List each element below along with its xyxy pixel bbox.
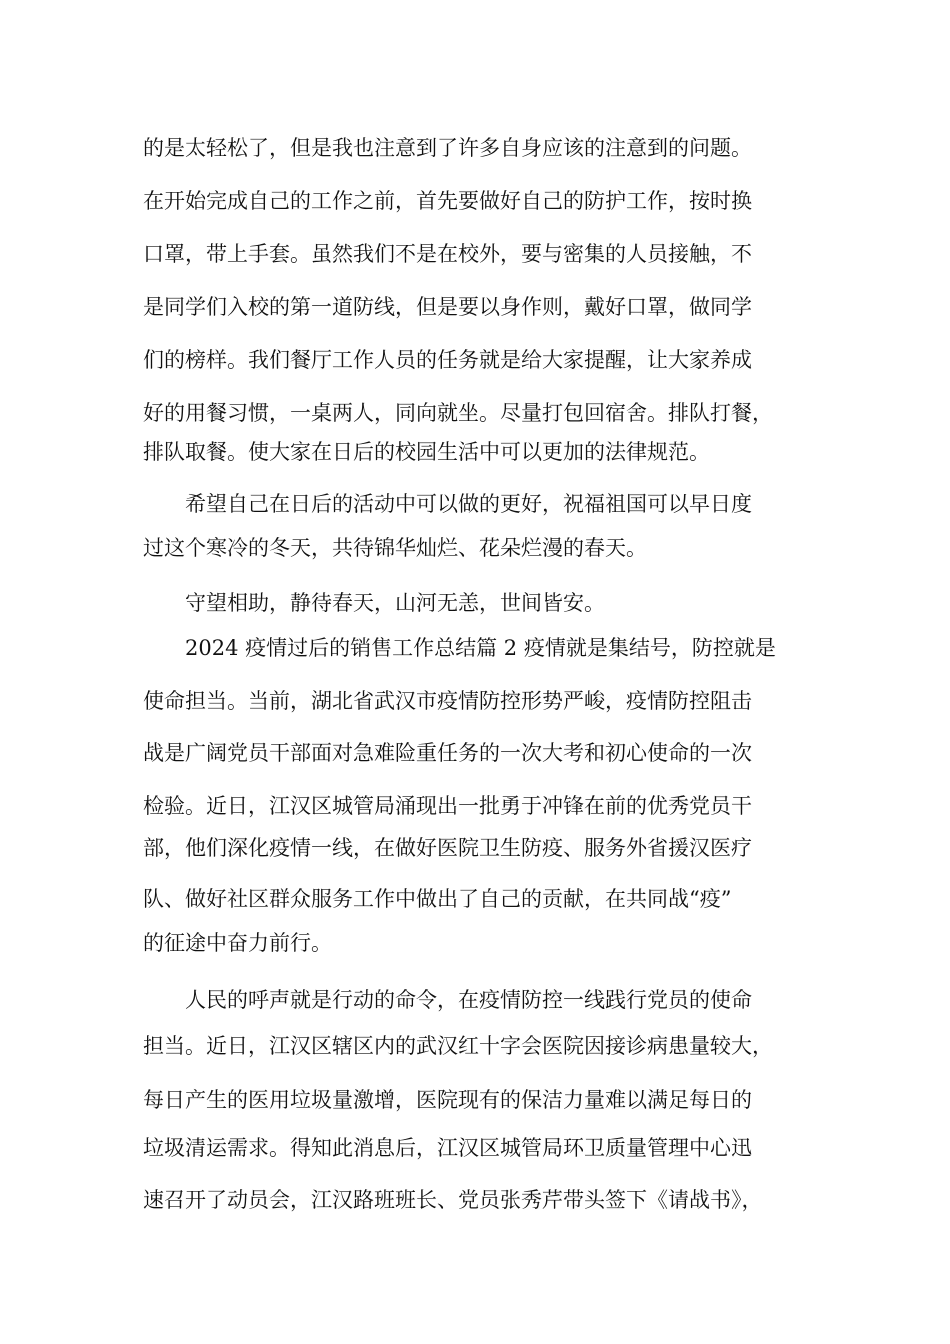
text-line: 队、做好社区群众服务工作中做出了自己的贡献，在共同战“疫” <box>143 887 732 911</box>
text-line: 们的榜样。我们餐厅工作人员的任务就是给大家提醒，让大家养成 <box>143 348 752 372</box>
text-line: 的征途中奋力前行。 <box>143 931 332 955</box>
text-line: 排队取餐。使大家在日后的校园生活中可以更加的法律规范。 <box>143 440 710 464</box>
text-line: 检验。近日，江汉区城管局涌现出一批勇于冲锋在前的优秀党员干 <box>143 794 752 818</box>
paragraph-start-line: 希望自己在日后的活动中可以做的更好，祝福祖国可以早日度 <box>185 492 752 516</box>
text-line: 口罩，带上手套。虽然我们不是在校外，要与密集的人员接触，不 <box>143 242 752 266</box>
text-line: 使命担当。当前，湖北省武汉市疫情防控形势严峻，疫情防控阻击 <box>143 689 752 713</box>
text-line: 的是太轻松了，但是我也注意到了许多自身应该的注意到的问题。 <box>143 136 752 160</box>
text-line: 战是广阔党员干部面对急难险重任务的一次大考和初心使命的一次 <box>143 741 752 765</box>
text-line: 担当。近日，江汉区辖区内的武汉红十字会医院因接诊病患量较大， <box>143 1034 773 1058</box>
paragraph-start-line: 2024 疫情过后的销售工作总结篇 2 疫情就是集结号，防控就是 <box>185 636 776 660</box>
text-line: 过这个寒冷的冬天，共待锦华灿烂、花朵烂漫的春天。 <box>143 536 647 560</box>
text-line: 好的用餐习惯，一桌两人，同向就坐。尽量打包回宿舍。排队打餐， <box>143 401 773 425</box>
text-line: 每日产生的医用垃圾量激增，医院现有的保洁力量难以满足每日的 <box>143 1088 752 1112</box>
text-line: 速召开了动员会，江汉路班班长、党员张秀芹带头签下《请战书》， <box>143 1188 763 1212</box>
paragraph-start-line: 人民的呼声就是行动的命令，在疫情防控一线践行党员的使命 <box>185 988 752 1012</box>
text-line: 部，他们深化疫情一线，在做好医院卫生防疫、服务外省援汉医疗 <box>143 836 752 860</box>
text-line: 在开始完成自己的工作之前，首先要做好自己的防护工作，按时换 <box>143 189 752 213</box>
text-line: 垃圾清运需求。得知此消息后，江汉区城管局环卫质量管理中心迅 <box>143 1136 752 1160</box>
text-line: 是同学们入校的第一道防线，但是要以身作则，戴好口罩，做同学 <box>143 295 752 319</box>
paragraph-start-line: 守望相助，静待春天，山河无恙，世间皆安。 <box>185 591 605 615</box>
